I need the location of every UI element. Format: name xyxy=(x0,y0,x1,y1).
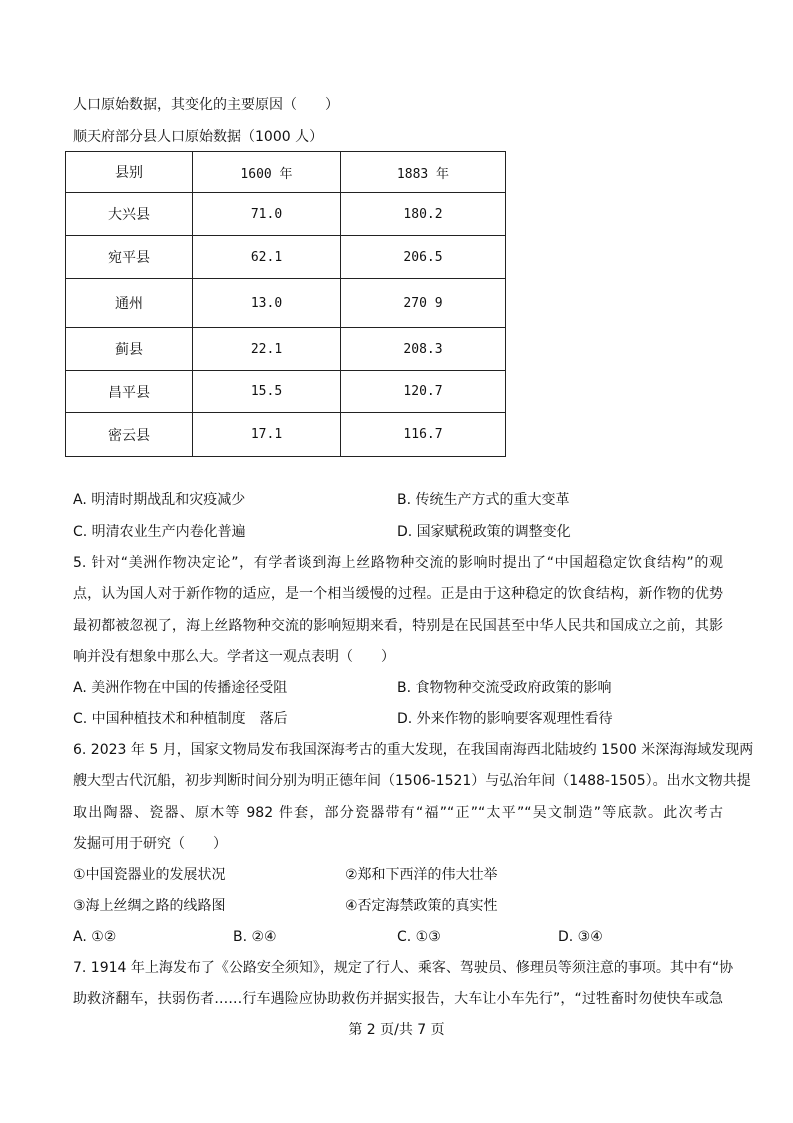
table-row xyxy=(66,279,506,328)
q4-option-a[interactable]: A. 明清时期战乱和灾疫减少 xyxy=(73,492,246,508)
population-1600: 62.1 xyxy=(193,236,341,279)
county-name: 密云县 xyxy=(66,413,193,457)
q5-option-a[interactable]: A. 美洲作物在中国的传播途径受阻 xyxy=(73,680,288,696)
q5-stem-line: 最初都被忽视了，海上丝路物种交流的影响短期来看，特别是在民国甚至中华人民共和国成立之前，其影 xyxy=(73,618,723,634)
q5-stem-line: 响并没有想象中那么大。学者这一观点表明（ ） xyxy=(73,649,395,665)
table-row xyxy=(66,371,506,413)
q6-item-3: ③海上丝绸之路的线路图 xyxy=(73,898,226,914)
question-4-tail: 人口原始数据，其变化的主要原因（ ） xyxy=(73,97,339,113)
table-caption: 顺天府部分县人口原始数据（1000 人） xyxy=(73,129,324,145)
page-footer: 第 2 页/共 7 页 xyxy=(348,1022,445,1038)
header-county: 县别 xyxy=(66,152,193,193)
q5-stem-line: 点，认为国人对于新作物的适应，是一个相当缓慢的过程。正是由于这种稳定的饮食结构，新作物的优势 xyxy=(73,586,723,602)
header-1600: 1600 年 xyxy=(193,152,341,193)
county-name: 宛平县 xyxy=(66,236,193,279)
q6-item-4: ④否定海禁政策的真实性 xyxy=(345,898,498,914)
q6-option-d[interactable]: D. ③④ xyxy=(558,929,603,945)
population-table xyxy=(65,151,506,457)
header-1883: 1883 年 xyxy=(341,152,506,193)
population-1600: 13.0 xyxy=(193,279,341,328)
population-1883: 208.3 xyxy=(341,328,506,371)
q5-option-b[interactable]: B. 食物物种交流受政府政策的影响 xyxy=(397,680,612,696)
population-1883: 120.7 xyxy=(341,371,506,413)
population-1600: 71.0 xyxy=(193,193,341,236)
population-1600: 22.1 xyxy=(193,328,341,371)
q7-stem-line: 助救济翻车，扶弱伤者……行车遇险应协助救伤并据实报告，大车让小车先行”，“过牲畜时勿使快车或急 xyxy=(73,991,723,1007)
q4-option-d[interactable]: D. 国家赋税政策的调整变化 xyxy=(397,524,571,540)
q6-item-1: ①中国瓷器业的发展状况 xyxy=(73,867,226,883)
q6-option-a[interactable]: A. ①② xyxy=(73,929,117,945)
population-1883: 270 9 xyxy=(341,279,506,328)
q6-stem-line: 艘大型古代沉船，初步判断时间分别为明正德年间（1506-1521）与弘治年间（1488-1505）。出水文物共提 xyxy=(73,773,751,789)
table-header-row xyxy=(66,152,506,193)
population-1883: 180.2 xyxy=(341,193,506,236)
table-row xyxy=(66,328,506,371)
q4-option-c[interactable]: C. 明清农业生产内卷化普遍 xyxy=(73,524,246,540)
q6-item-2: ②郑和下西洋的伟大壮举 xyxy=(345,867,498,883)
q6-stem-line: 发掘可用于研究（ ） xyxy=(73,836,227,852)
table-row xyxy=(66,413,506,457)
county-name: 蓟县 xyxy=(66,328,193,371)
population-1600: 15.5 xyxy=(193,371,341,413)
q7-stem-line: 7. 1914 年上海发布了《公路安全须知》，规定了行人、乘客、驾驶员、修理员等须注意的事项。其中有“协 xyxy=(73,960,734,976)
population-1600: 17.1 xyxy=(193,413,341,457)
table-row xyxy=(66,236,506,279)
county-name: 昌平县 xyxy=(66,371,193,413)
population-1883: 116.7 xyxy=(341,413,506,457)
population-1883: 206.5 xyxy=(341,236,506,279)
q4-option-b[interactable]: B. 传统生产方式的重大变革 xyxy=(397,492,570,508)
county-name: 通州 xyxy=(66,279,193,328)
q6-option-c[interactable]: C. ①③ xyxy=(397,929,441,945)
county-name: 大兴县 xyxy=(66,193,193,236)
q5-stem-line: 5. 针对“美洲作物决定论”，有学者谈到海上丝路物种交流的影响时提出了“中国超稳定饮食结构”的观 xyxy=(73,555,723,571)
table-row xyxy=(66,193,506,236)
q5-option-c[interactable]: C. 中国种植技术和种植制度 落后 xyxy=(73,711,288,727)
q5-option-d[interactable]: D. 外来作物的影响要客观理性看待 xyxy=(397,711,613,727)
q6-stem-line: 6. 2023 年 5 月，国家文物局发布我国深海考古的重大发现，在我国南海西北陆坡约 1500 米深海海域发现两 xyxy=(73,742,754,758)
q6-stem-line: 取出陶器、瓷器、原木等 982 件套，部分瓷器带有“福”“正”“太平”“吴文制造”等底款。此次考古 xyxy=(73,805,723,821)
q6-option-b[interactable]: B. ②④ xyxy=(233,929,277,945)
